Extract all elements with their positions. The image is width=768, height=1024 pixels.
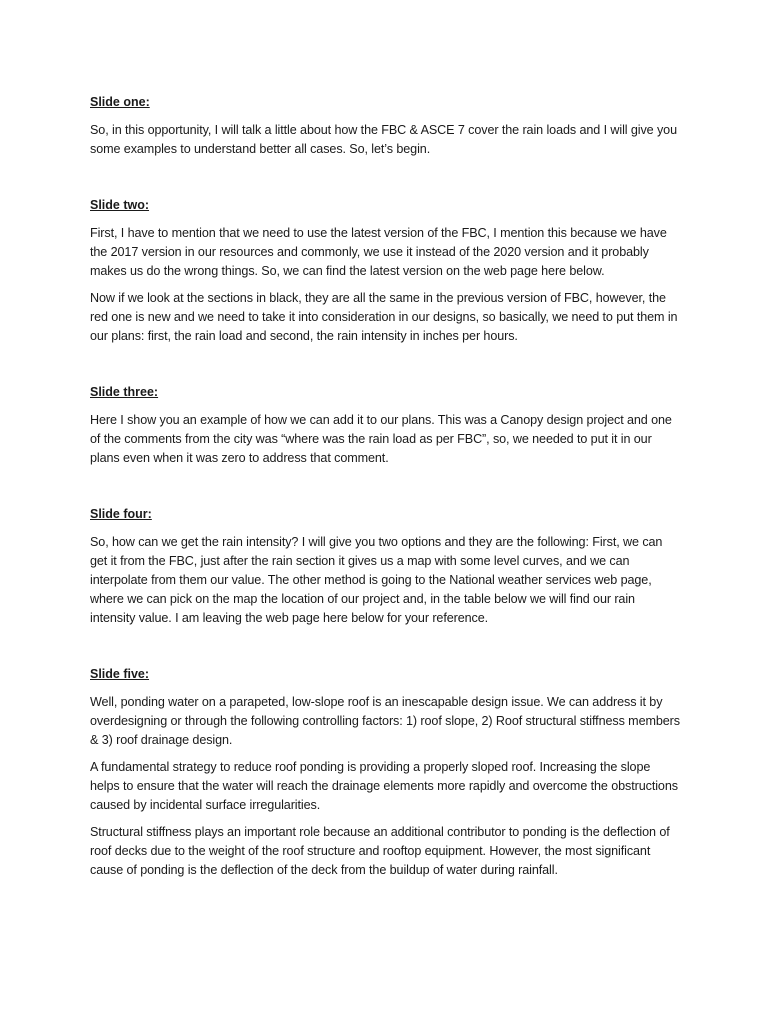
paragraph: Now if we look at the sections in black, they are all the same in the previous version of FBC, however, the red one is new and we need to take it into consideration in our designs, so basically, we need to put them in our plans: first, the rain load and second, the rain intensity in inches per hours.	[90, 291, 678, 343]
document-page	[90, 94, 680, 888]
paragraph: So, in this opportunity, I will talk a little about how the FBC & ASCE 7 cover the rain loads and I will give you some examples to understand better all cases. So, let’s begin.	[90, 123, 677, 156]
section-heading: Slide five:	[90, 667, 150, 681]
section-slide-three	[90, 384, 680, 468]
section-heading: Slide three:	[90, 385, 159, 399]
section-spacer	[90, 476, 680, 506]
paragraph: Here I show you an example of how we can add it to our plans. This was a Canopy design project and one of the comments from the city was “where was the rain load as per FBC”, so, we needed to put it in our plans even when it was zero to address that comment.	[90, 413, 672, 465]
paragraph: Structural stiffness plays an important role because an additional contributor to ponding is the deflection of roof decks due to the weight of the roof structure and rooftop equipment. However, the most significant cause of ponding is the deflection of the deck from the buildup of water during rainfall.	[90, 825, 670, 877]
paragraph: A fundamental strategy to reduce roof ponding is providing a properly sloped roof. Increasing the slope helps to ensure that the water will reach the drainage elements more rapidly and overcome the obstructions caused by incidental surface irregularities.	[90, 760, 678, 812]
section-slide-two	[90, 197, 680, 346]
section-spacer	[90, 167, 680, 197]
section-slide-one	[90, 94, 680, 159]
section-spacer	[90, 354, 680, 384]
section-heading: Slide four:	[90, 507, 152, 521]
section-slide-four	[90, 506, 680, 628]
paragraph: So, how can we get the rain intensity? I will give you two options and they are the following: First, we can get it from the FBC, just after the rain section it gives us a map with some level curves, and we can interpolate from them our value. The other method is going to the National weather services web page, where we can pick on the map the location of our project and, in the table below we will find our rain intensity value. I am leaving the web page here below for your reference.	[90, 535, 663, 625]
section-slide-five	[90, 666, 680, 880]
section-heading: Slide two:	[90, 198, 150, 212]
section-spacer	[90, 636, 680, 666]
section-heading: Slide one:	[90, 95, 150, 109]
paragraph: Well, ponding water on a parapeted, low-slope roof is an inescapable design issue. We can address it by overdesigning or through the following controlling factors: 1) roof slope, 2) Roof structural stiffness members & 3) roof drainage design.	[90, 695, 680, 747]
paragraph: First, I have to mention that we need to use the latest version of the FBC, I mention this because we have the 2017 version in our resources and commonly, we use it instead of the 2020 version and it probably makes us do the wrong things. So, we can find the latest version on the web page here below.	[90, 226, 667, 278]
